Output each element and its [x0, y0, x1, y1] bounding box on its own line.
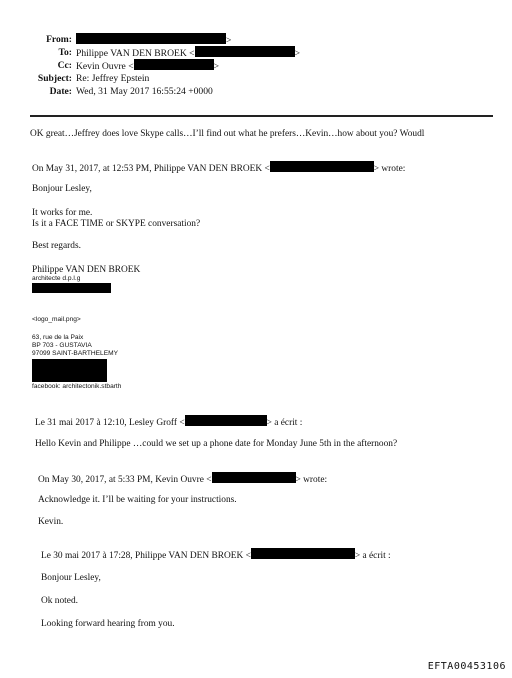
redaction-box: [212, 472, 296, 483]
date-label: Date:: [49, 86, 72, 97]
quote2-attribution: Le 31 mai 2017 à 12:10, Lesley Groff < > a écrit :: [35, 415, 302, 429]
signature-address-2: BP 703 - GUSTAVIA: [32, 342, 92, 349]
quote3-attribution: On May 30, 2017, at 5:33 PM, Kevin Ouvre < > wrote:: [38, 472, 327, 486]
signature-logo: <logo_mail.png>: [32, 316, 81, 323]
quote4-line2: Looking forward hearing from you.: [41, 619, 175, 629]
redaction-box: [185, 415, 267, 426]
redaction-box: [32, 359, 107, 382]
cc-value: Kevin Ouvre <: [76, 61, 134, 72]
from-label: From:: [46, 34, 72, 45]
redaction-box: [32, 283, 111, 293]
quote3-line1: Acknowledge it. I’ll be waiting for your instructions.: [38, 495, 237, 505]
quote1-line1: It works for me.: [32, 208, 93, 218]
reply-line: OK great…Jeffrey does love Skype calls…I’ll find out what he prefers…Kevin…how about you? Woudl: [30, 129, 425, 139]
redaction-box: [195, 46, 295, 57]
quote4-attribution: Le 30 mai 2017 à 17:28, Philippe VAN DEN BROEK < > a écrit :: [41, 548, 391, 562]
redaction-box: [134, 59, 214, 70]
redaction-box: [76, 33, 226, 44]
subject-value: Re: Jeffrey Epstein: [76, 73, 150, 84]
quote2-line1: Hello Kevin and Philippe …could we set up a phone date for Monday June 5th in the afternoon?: [35, 439, 398, 449]
to-value: Philippe VAN DEN BROEK <: [76, 48, 195, 59]
redaction-box: [251, 548, 355, 559]
to-tail: >: [294, 48, 301, 59]
quote4-greeting: Bonjour Lesley,: [41, 573, 101, 583]
document-id: EFTA00453106: [427, 661, 506, 672]
quote3-sign: Kevin.: [38, 517, 64, 527]
to-label: To:: [58, 47, 72, 58]
subject-label: Subject:: [37, 73, 72, 84]
date-value: Wed, 31 May 2017 16:55:24 +0000: [76, 86, 213, 97]
quote1-regards: Best regards.: [32, 241, 81, 251]
signature-facebook: facebook: architectonik.stbarth: [32, 383, 122, 390]
cc-label: Cc:: [57, 60, 72, 71]
header-divider: [30, 115, 493, 117]
quote4-line1: Ok noted.: [41, 596, 78, 606]
cc-tail: >: [213, 61, 220, 72]
signature-title: architecte d.p.l.g: [32, 275, 81, 282]
signature-address-1: 63, rue de la Paix: [32, 334, 84, 341]
quote1-greeting: Bonjour Lesley,: [32, 184, 92, 194]
quote1-name: Philippe VAN DEN BROEK: [32, 265, 141, 275]
from-tail: >: [226, 35, 232, 46]
quote1-attribution: On May 31, 2017, at 12:53 PM, Philippe VAN DEN BROEK < > wrote:: [32, 161, 405, 175]
signature-address-3: 97099 SAINT-BARTHELEMY: [32, 350, 118, 357]
redaction-box: [270, 161, 374, 172]
quote1-line2: Is it a FACE TIME or SKYPE conversation?: [32, 219, 201, 229]
